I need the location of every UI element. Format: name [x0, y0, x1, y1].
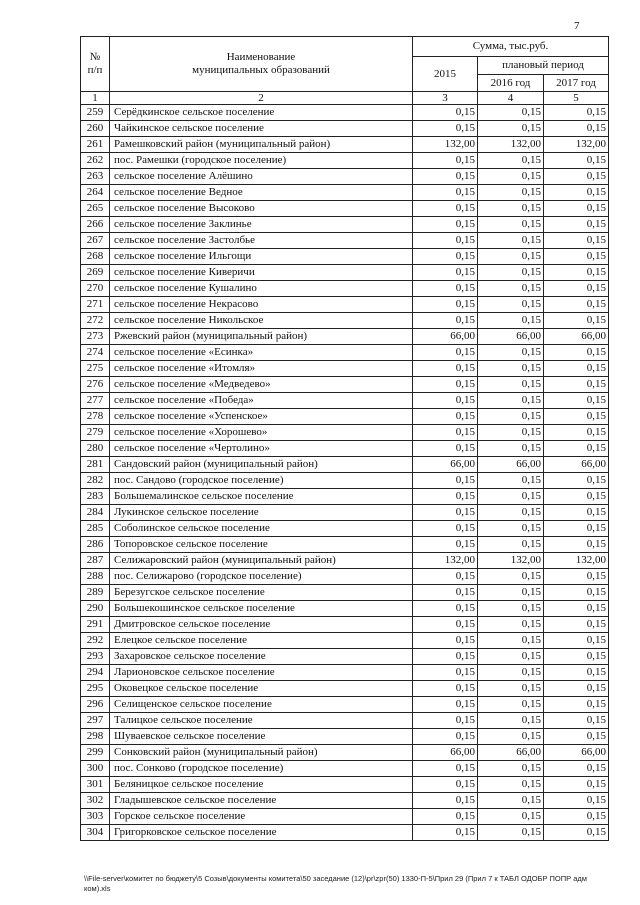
row-value-2016: 66,00 [478, 457, 544, 473]
row-value-2017: 0,15 [544, 105, 609, 121]
table-row [81, 665, 609, 681]
row-value-2016: 0,15 [478, 633, 544, 649]
row-value-2015: 0,15 [413, 201, 478, 217]
file-path-footer: \\File-server\комитет по бюджету\5 Созыв\документы комитета\50 заседание (12)\pr\zpr(50) 1330-П-5\Прил 29 (Прил 7 к ТАБЛ ОДОБР ПОПР адм ком).xls [84, 874, 587, 893]
row-value-2017: 0,15 [544, 697, 609, 713]
row-value-2015: 0,15 [413, 681, 478, 697]
row-value-2015: 0,15 [413, 825, 478, 841]
row-value-2017: 132,00 [544, 553, 609, 569]
row-number: 267 [81, 233, 110, 249]
row-value-2016: 0,15 [478, 601, 544, 617]
row-number: 261 [81, 137, 110, 153]
row-name: Сандовский район (муниципальный район) [110, 457, 413, 473]
row-name: Сонковский район (муниципальный район) [110, 745, 413, 761]
row-name: сельское поселение Никольское [110, 313, 413, 329]
header-name: Наименование муниципальных образований [110, 37, 413, 92]
row-name: сельское поселение «Медведево» [110, 377, 413, 393]
row-value-2017: 0,15 [544, 233, 609, 249]
header-plan-period: плановый период [478, 57, 609, 75]
page-number: 7 [574, 20, 580, 32]
row-number: 288 [81, 569, 110, 585]
row-name: пос. Селижарово (городское поселение) [110, 569, 413, 585]
table-row [81, 249, 609, 265]
row-value-2017: 132,00 [544, 137, 609, 153]
row-value-2016: 0,15 [478, 585, 544, 601]
row-number: 289 [81, 585, 110, 601]
row-value-2017: 0,15 [544, 409, 609, 425]
table-row [81, 345, 609, 361]
table-row [81, 585, 609, 601]
row-value-2015: 0,15 [413, 121, 478, 137]
table-row [81, 617, 609, 633]
row-value-2015: 0,15 [413, 105, 478, 121]
row-number: 264 [81, 185, 110, 201]
row-value-2015: 0,15 [413, 489, 478, 505]
row-value-2017: 0,15 [544, 617, 609, 633]
row-value-2017: 0,15 [544, 201, 609, 217]
row-number: 304 [81, 825, 110, 841]
table-row [81, 697, 609, 713]
row-value-2017: 0,15 [544, 361, 609, 377]
row-value-2015: 66,00 [413, 745, 478, 761]
row-value-2015: 0,15 [413, 185, 478, 201]
row-value-2016: 0,15 [478, 825, 544, 841]
table-row [81, 297, 609, 313]
row-value-2017: 0,15 [544, 665, 609, 681]
table-row [81, 745, 609, 761]
row-name: Серёдкинское сельское поселение [110, 105, 413, 121]
row-number: 265 [81, 201, 110, 217]
row-value-2017: 0,15 [544, 441, 609, 457]
row-value-2015: 0,15 [413, 649, 478, 665]
row-value-2015: 0,15 [413, 729, 478, 745]
row-value-2017: 0,15 [544, 649, 609, 665]
table-row [81, 377, 609, 393]
row-value-2017: 0,15 [544, 585, 609, 601]
row-value-2015: 0,15 [413, 697, 478, 713]
row-number: 269 [81, 265, 110, 281]
row-name: Лукинское сельское поселение [110, 505, 413, 521]
row-number: 285 [81, 521, 110, 537]
table-row [81, 393, 609, 409]
budget-table [80, 36, 609, 841]
row-value-2016: 0,15 [478, 345, 544, 361]
row-value-2017: 0,15 [544, 153, 609, 169]
row-number: 300 [81, 761, 110, 777]
row-value-2016: 0,15 [478, 153, 544, 169]
row-number: 290 [81, 601, 110, 617]
row-value-2015: 0,15 [413, 809, 478, 825]
row-value-2016: 132,00 [478, 137, 544, 153]
row-number: 287 [81, 553, 110, 569]
row-value-2017: 0,15 [544, 249, 609, 265]
row-name: сельское поселение Алёшино [110, 169, 413, 185]
row-value-2016: 0,15 [478, 569, 544, 585]
table-row [81, 505, 609, 521]
row-name: Соболинское сельское поселение [110, 521, 413, 537]
table-row [81, 489, 609, 505]
row-value-2016: 0,15 [478, 729, 544, 745]
row-number: 274 [81, 345, 110, 361]
row-value-2017: 66,00 [544, 457, 609, 473]
table-row [81, 281, 609, 297]
row-number: 282 [81, 473, 110, 489]
table-row [81, 201, 609, 217]
row-value-2015: 0,15 [413, 345, 478, 361]
row-number: 294 [81, 665, 110, 681]
row-value-2015: 0,15 [413, 441, 478, 457]
table-row [81, 809, 609, 825]
row-value-2016: 0,15 [478, 409, 544, 425]
table-row [81, 553, 609, 569]
row-value-2017: 0,15 [544, 217, 609, 233]
row-name: Горское сельское поселение [110, 809, 413, 825]
row-number: 298 [81, 729, 110, 745]
row-value-2017: 0,15 [544, 489, 609, 505]
table-row [81, 569, 609, 585]
row-name: сельское поселение Застолбье [110, 233, 413, 249]
table-row [81, 457, 609, 473]
header-index-1: 1 [81, 92, 110, 105]
row-value-2015: 0,15 [413, 249, 478, 265]
row-number: 303 [81, 809, 110, 825]
row-value-2017: 0,15 [544, 393, 609, 409]
table-row [81, 793, 609, 809]
row-name: сельское поселение Высоково [110, 201, 413, 217]
row-value-2017: 66,00 [544, 745, 609, 761]
row-name: Селищенское сельское поселение [110, 697, 413, 713]
row-number: 299 [81, 745, 110, 761]
table-row [81, 121, 609, 137]
row-name: Ларионовское сельское поселение [110, 665, 413, 681]
row-number: 286 [81, 537, 110, 553]
row-value-2017: 0,15 [544, 681, 609, 697]
header-2015: 2015 [413, 57, 478, 92]
row-number: 297 [81, 713, 110, 729]
table-row [81, 777, 609, 793]
row-value-2015: 0,15 [413, 601, 478, 617]
row-name: сельское поселение «Итомля» [110, 361, 413, 377]
row-name: Топоровское сельское поселение [110, 537, 413, 553]
table-row [81, 713, 609, 729]
row-value-2017: 0,15 [544, 281, 609, 297]
row-value-2015: 0,15 [413, 537, 478, 553]
row-value-2016: 0,15 [478, 217, 544, 233]
table-row [81, 537, 609, 553]
row-value-2017: 0,15 [544, 713, 609, 729]
row-value-2015: 0,15 [413, 393, 478, 409]
table-header [81, 37, 609, 105]
row-number: 295 [81, 681, 110, 697]
row-number: 266 [81, 217, 110, 233]
row-value-2016: 0,15 [478, 249, 544, 265]
row-number: 293 [81, 649, 110, 665]
row-number: 301 [81, 777, 110, 793]
row-number: 296 [81, 697, 110, 713]
row-value-2015: 0,15 [413, 617, 478, 633]
row-value-2017: 0,15 [544, 601, 609, 617]
row-name: Талицкое сельское поселение [110, 713, 413, 729]
row-name: сельское поселение «Есинка» [110, 345, 413, 361]
row-value-2015: 66,00 [413, 457, 478, 473]
table-row [81, 441, 609, 457]
row-value-2016: 0,15 [478, 649, 544, 665]
row-value-2017: 0,15 [544, 521, 609, 537]
table-row [81, 313, 609, 329]
table-row [81, 409, 609, 425]
row-value-2016: 132,00 [478, 553, 544, 569]
table-row [81, 329, 609, 345]
row-value-2017: 0,15 [544, 729, 609, 745]
table-body [81, 105, 609, 841]
table-row [81, 521, 609, 537]
row-value-2016: 66,00 [478, 329, 544, 345]
row-name: Гладышевское сельское поселение [110, 793, 413, 809]
table-row [81, 729, 609, 745]
row-value-2015: 0,15 [413, 665, 478, 681]
row-value-2017: 0,15 [544, 169, 609, 185]
row-value-2016: 0,15 [478, 809, 544, 825]
row-name: сельское поселение Заклинье [110, 217, 413, 233]
row-value-2017: 0,15 [544, 265, 609, 281]
table-row [81, 217, 609, 233]
row-value-2016: 0,15 [478, 233, 544, 249]
row-number: 302 [81, 793, 110, 809]
table-row [81, 649, 609, 665]
row-number: 273 [81, 329, 110, 345]
row-name: сельское поселение «Успенское» [110, 409, 413, 425]
table-row [81, 601, 609, 617]
row-value-2016: 0,15 [478, 297, 544, 313]
table-row [81, 105, 609, 121]
row-value-2016: 0,15 [478, 505, 544, 521]
row-value-2016: 0,15 [478, 473, 544, 489]
row-number: 283 [81, 489, 110, 505]
header-2017: 2017 год [544, 75, 609, 92]
row-number: 260 [81, 121, 110, 137]
row-name: пос. Рамешки (городское поселение) [110, 153, 413, 169]
table-row [81, 761, 609, 777]
row-number: 271 [81, 297, 110, 313]
row-name: сельское поселение «Хорошево» [110, 425, 413, 441]
row-value-2015: 132,00 [413, 553, 478, 569]
row-value-2017: 0,15 [544, 377, 609, 393]
row-number: 268 [81, 249, 110, 265]
row-value-2017: 0,15 [544, 297, 609, 313]
row-value-2017: 0,15 [544, 569, 609, 585]
row-name: Большекошинское сельское поселение [110, 601, 413, 617]
table-row [81, 169, 609, 185]
row-name: пос. Сандово (городское поселение) [110, 473, 413, 489]
header-sum: Сумма, тыс.руб. [413, 37, 609, 57]
row-value-2015: 0,15 [413, 217, 478, 233]
row-value-2017: 0,15 [544, 345, 609, 361]
row-value-2016: 0,15 [478, 121, 544, 137]
row-value-2015: 0,15 [413, 425, 478, 441]
row-number: 277 [81, 393, 110, 409]
header-index-3: 3 [413, 92, 478, 105]
row-number: 259 [81, 105, 110, 121]
row-value-2015: 0,15 [413, 169, 478, 185]
row-value-2017: 0,15 [544, 313, 609, 329]
row-value-2016: 0,15 [478, 393, 544, 409]
row-value-2015: 0,15 [413, 793, 478, 809]
row-value-2015: 0,15 [413, 377, 478, 393]
row-number: 281 [81, 457, 110, 473]
row-value-2017: 0,15 [544, 185, 609, 201]
row-value-2016: 0,15 [478, 761, 544, 777]
row-value-2015: 0,15 [413, 313, 478, 329]
row-name: Рамешковский район (муниципальный район) [110, 137, 413, 153]
row-value-2016: 0,15 [478, 281, 544, 297]
header-number: № п/п [81, 37, 110, 92]
row-name: сельское поселение «Чертолино» [110, 441, 413, 457]
row-number: 270 [81, 281, 110, 297]
table-row [81, 265, 609, 281]
row-number: 292 [81, 633, 110, 649]
header-index-5: 5 [544, 92, 609, 105]
row-value-2016: 0,15 [478, 665, 544, 681]
row-value-2016: 0,15 [478, 425, 544, 441]
header-index-2: 2 [110, 92, 413, 105]
row-number: 291 [81, 617, 110, 633]
row-value-2015: 0,15 [413, 713, 478, 729]
row-value-2017: 0,15 [544, 761, 609, 777]
row-number: 275 [81, 361, 110, 377]
row-name: пос. Сонково (городское поселение) [110, 761, 413, 777]
row-name: Селижаровский район (муниципальный район) [110, 553, 413, 569]
row-value-2016: 66,00 [478, 745, 544, 761]
row-value-2015: 0,15 [413, 777, 478, 793]
table-row [81, 361, 609, 377]
row-value-2017: 0,15 [544, 505, 609, 521]
row-name: сельское поселение Некрасово [110, 297, 413, 313]
row-number: 272 [81, 313, 110, 329]
row-value-2017: 0,15 [544, 825, 609, 841]
row-name: Беляницкое сельское поселение [110, 777, 413, 793]
table-row [81, 137, 609, 153]
row-value-2015: 0,15 [413, 521, 478, 537]
row-value-2015: 0,15 [413, 505, 478, 521]
row-value-2016: 0,15 [478, 793, 544, 809]
row-number: 262 [81, 153, 110, 169]
row-value-2016: 0,15 [478, 361, 544, 377]
row-name: сельское поселение Ильгощи [110, 249, 413, 265]
row-value-2017: 0,15 [544, 121, 609, 137]
row-value-2017: 0,15 [544, 777, 609, 793]
row-value-2016: 0,15 [478, 185, 544, 201]
table-row [81, 633, 609, 649]
row-number: 278 [81, 409, 110, 425]
row-value-2015: 0,15 [413, 361, 478, 377]
row-value-2017: 0,15 [544, 809, 609, 825]
row-value-2015: 0,15 [413, 761, 478, 777]
row-value-2015: 0,15 [413, 281, 478, 297]
row-name: сельское поселение Ведное [110, 185, 413, 201]
row-name: Шуваевское сельское поселение [110, 729, 413, 745]
row-value-2017: 0,15 [544, 537, 609, 553]
header-2016: 2016 год [478, 75, 544, 92]
row-value-2016: 0,15 [478, 537, 544, 553]
row-number: 280 [81, 441, 110, 457]
row-value-2015: 0,15 [413, 473, 478, 489]
table-row [81, 681, 609, 697]
row-value-2015: 66,00 [413, 329, 478, 345]
row-value-2016: 0,15 [478, 521, 544, 537]
row-name: сельское поселение Кушалино [110, 281, 413, 297]
row-name: Березугское сельское поселение [110, 585, 413, 601]
row-name: Григорковское сельское поселение [110, 825, 413, 841]
table-row [81, 153, 609, 169]
row-number: 284 [81, 505, 110, 521]
row-number: 279 [81, 425, 110, 441]
row-value-2015: 0,15 [413, 265, 478, 281]
row-value-2016: 0,15 [478, 681, 544, 697]
row-number: 276 [81, 377, 110, 393]
row-value-2015: 0,15 [413, 409, 478, 425]
table-row [81, 185, 609, 201]
row-value-2016: 0,15 [478, 697, 544, 713]
row-value-2016: 0,15 [478, 377, 544, 393]
row-value-2015: 0,15 [413, 569, 478, 585]
row-name: Чайкинское сельское поселение [110, 121, 413, 137]
row-name: Дмитровское сельское поселение [110, 617, 413, 633]
row-name: Ржевский район (муниципальный район) [110, 329, 413, 345]
row-value-2016: 0,15 [478, 489, 544, 505]
row-name: Захаровское сельское поселение [110, 649, 413, 665]
table-row [81, 425, 609, 441]
row-value-2016: 0,15 [478, 617, 544, 633]
row-value-2016: 0,15 [478, 265, 544, 281]
row-value-2017: 0,15 [544, 793, 609, 809]
row-number: 263 [81, 169, 110, 185]
row-value-2016: 0,15 [478, 777, 544, 793]
row-value-2015: 0,15 [413, 585, 478, 601]
row-value-2016: 0,15 [478, 169, 544, 185]
row-name: Большемалинское сельское поселение [110, 489, 413, 505]
row-name: Оковецкое сельское поселение [110, 681, 413, 697]
row-value-2017: 0,15 [544, 425, 609, 441]
row-value-2015: 0,15 [413, 633, 478, 649]
row-name: Елецкое сельское поселение [110, 633, 413, 649]
row-value-2016: 0,15 [478, 713, 544, 729]
row-value-2016: 0,15 [478, 313, 544, 329]
row-name: сельское поселение Киверичи [110, 265, 413, 281]
table-row [81, 233, 609, 249]
table-row [81, 473, 609, 489]
row-value-2016: 0,15 [478, 201, 544, 217]
row-value-2017: 0,15 [544, 473, 609, 489]
row-value-2015: 0,15 [413, 297, 478, 313]
row-value-2015: 132,00 [413, 137, 478, 153]
header-index-4: 4 [478, 92, 544, 105]
row-value-2017: 0,15 [544, 633, 609, 649]
row-value-2015: 0,15 [413, 153, 478, 169]
row-value-2017: 66,00 [544, 329, 609, 345]
table-row [81, 825, 609, 841]
row-value-2016: 0,15 [478, 105, 544, 121]
row-name: сельское поселение «Победа» [110, 393, 413, 409]
row-value-2016: 0,15 [478, 441, 544, 457]
row-value-2015: 0,15 [413, 233, 478, 249]
